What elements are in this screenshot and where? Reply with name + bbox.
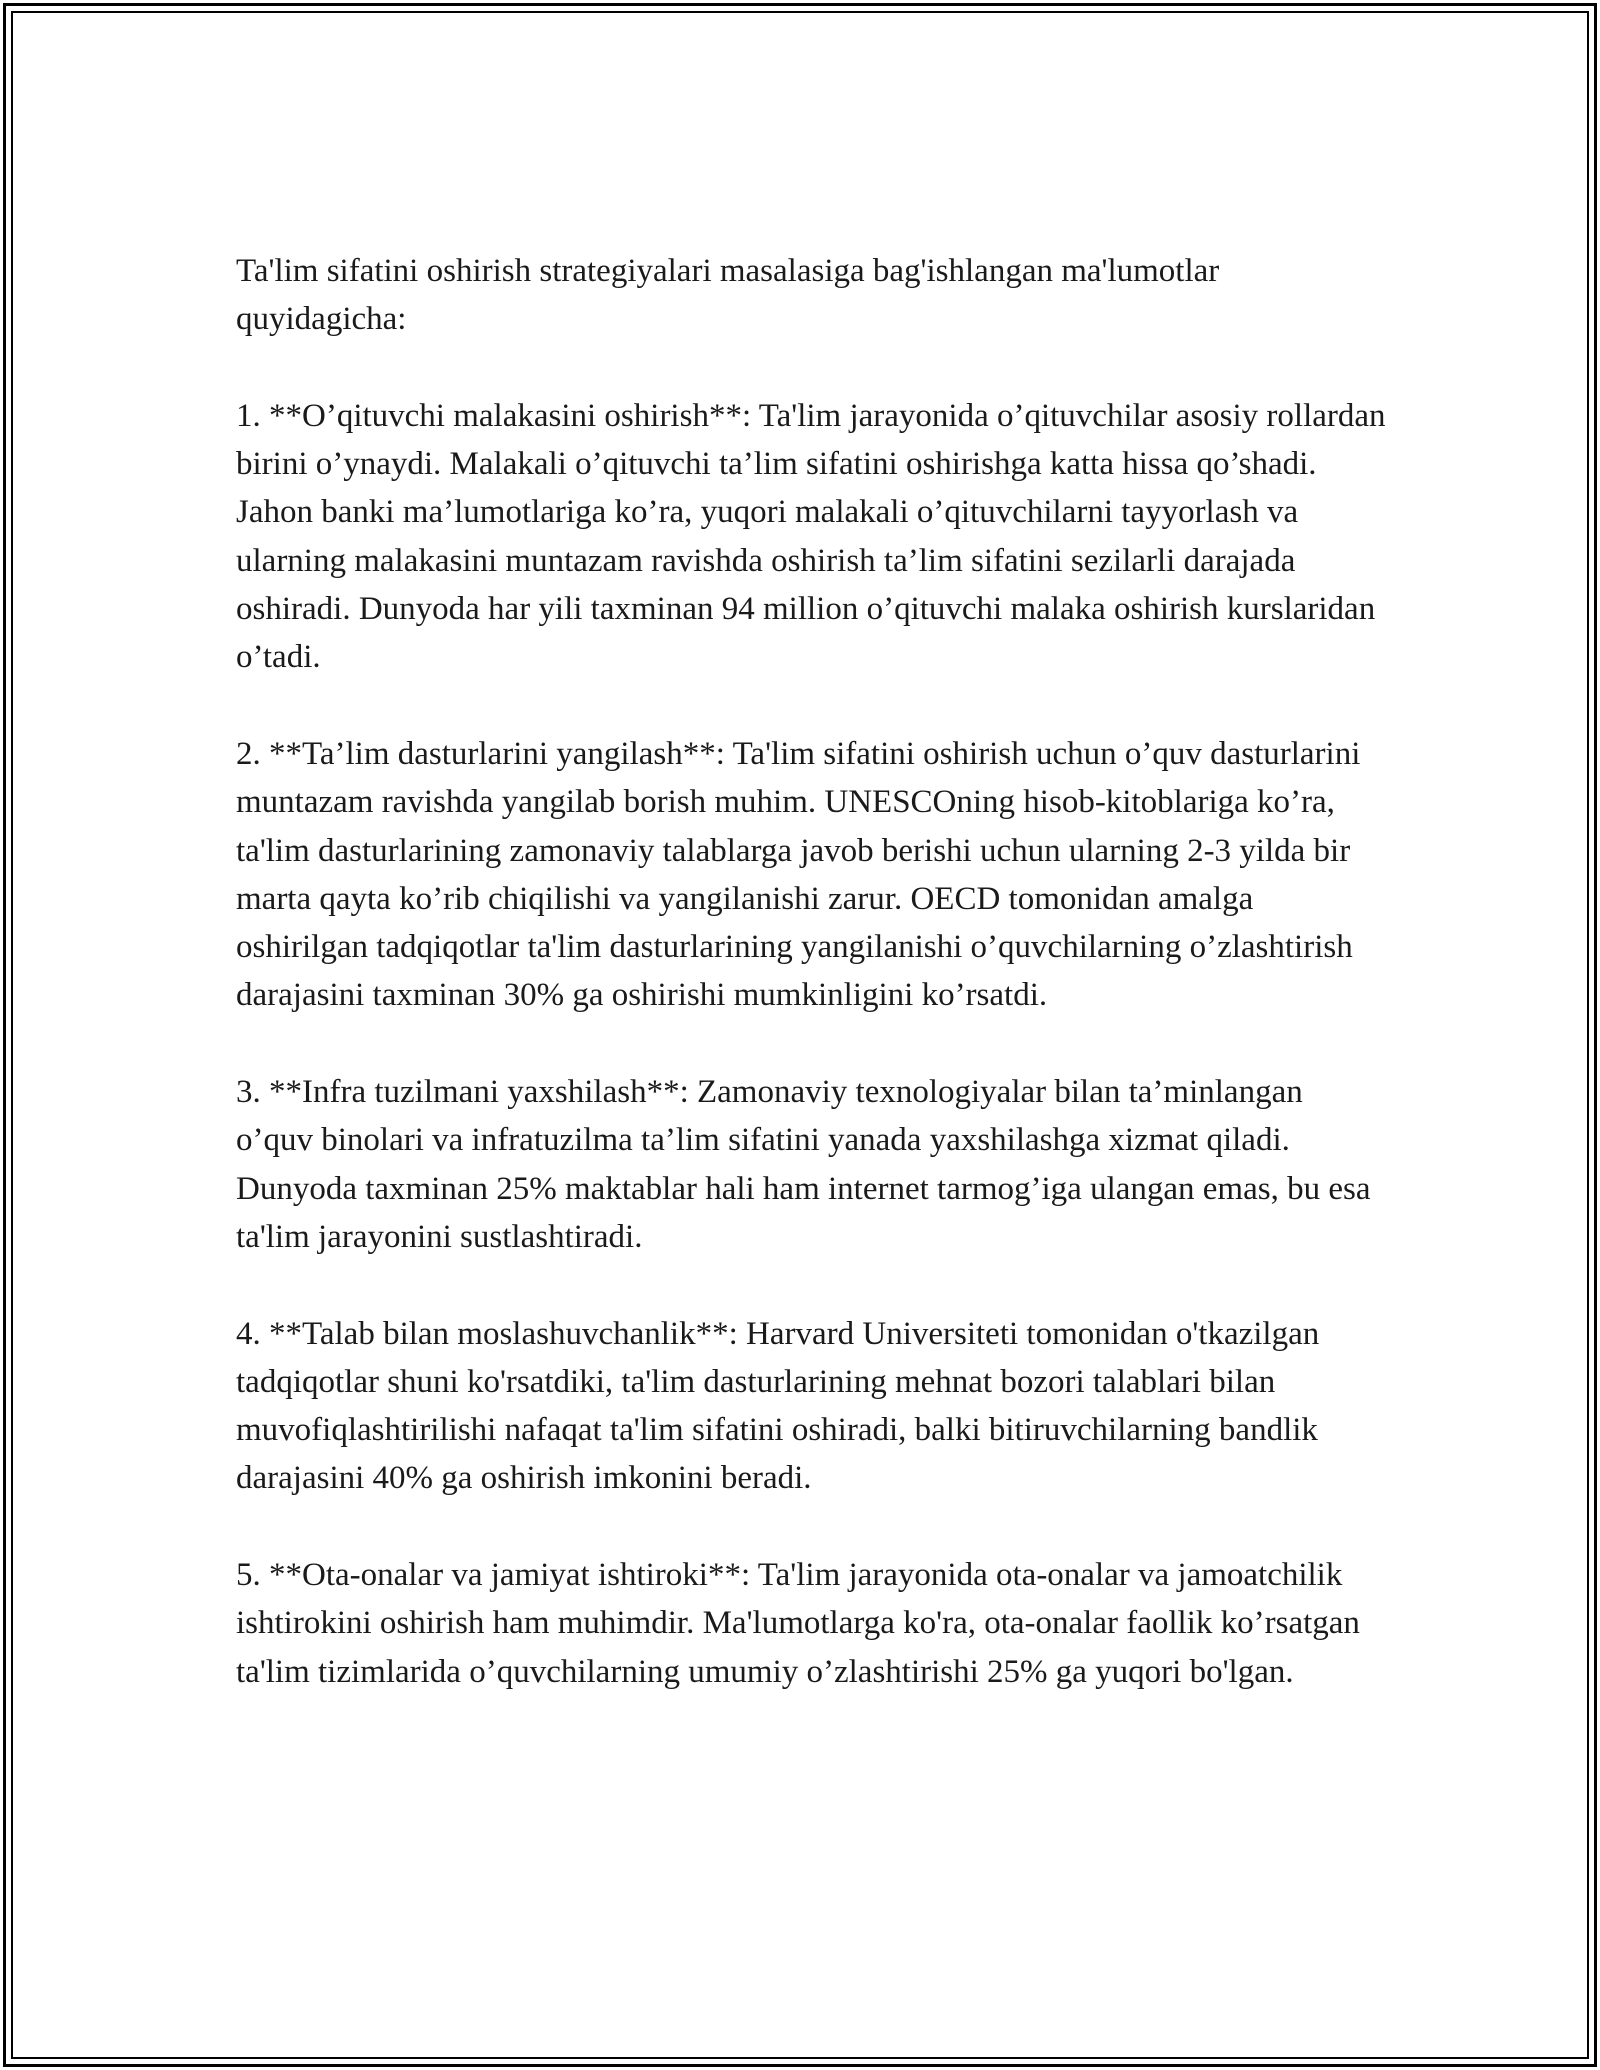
intro-paragraph: Ta'lim sifatini oshirish strategiyalari masalasiga bag'ishlangan ma'lumotlar quyidagicha: xyxy=(236,253,1220,338)
list-item-2: 2. **Ta’lim dasturlarini yangilash**: Ta'lim sifatini oshirish uchun o’quv dasturlarini muntazam ravishda yangilab borish muhim. UNESCOning hisob-kitoblariga ko’ra, ta'lim dasturlarining zamonaviy talablarga javob berishi uchun ularning 2-3 yilda bir marta qayta ko’rib chiqilishi va yangilanishi zarur. OECD tomonidan amalga oshirilgan tadqiqotlar ta'lim dasturlarining yangilanishi o’quvchilarning o’zlashtirish darajasini taxminan 30% ga oshirishi mumkinligini ko’rsatdi. xyxy=(236,735,1361,1014)
list-item-1: 1. **O’qituvchi malakasini oshirish**: Ta'lim jarayonida o’qituvchilar asosiy rollardan birini o’ynaydi. Malakali o’qituvchi ta’lim sifatini oshirishga katta hissa qo’shadi. Jahon banki ma’lumotlariga ko’ra, yuqori malakali o’qituvchilarni tayyorlash va ularning malakasini muntazam ravishda oshirish ta’lim sifatini sezilarli darajada oshiradi. Dunyoda har yili taxminan 94 million o’qituvchi malaka oshirish kurslaridan o’tadi. xyxy=(236,397,1386,676)
list-item-3: 3. **Infra tuzilmani yaxshilash**: Zamonaviy texnologiyalar bilan ta’minlangan o’quv binolari va infratuzilma ta’lim sifatini yanada yaxshilashga xizmat qiladi. Dunyoda taxminan 25% maktablar hali ham internet tarmog’iga ulangan emas, bu esa ta'lim jarayonini sustlashtiradi. xyxy=(236,1074,1371,1255)
document-body xyxy=(236,247,1386,1744)
list-item-5: 5. **Ota-onalar va jamiyat ishtiroki**: Ta'lim jarayonida ota-onalar va jamoatchilik ishtirokini oshirish ham muhimdir. Ma'lumotlarga ko'ra, ota-onalar faollik ko’rsatgan ta'lim tizimlarida o’quvchilarning umumiy o’zlashtirishi 25% ga yuqori bo'lgan. xyxy=(236,1557,1360,1690)
list-item-4: 4. **Talab bilan moslashuvchanlik**: Harvard Universiteti tomonidan o'tkazilgan tadqiqotlar shuni ko'rsatdiki, ta'lim dasturlarining mehnat bozori talablari bilan muvofiqlashtirilishi nafaqat ta'lim sifatini oshiradi, balki bitiruvchilarning bandlik darajasini 40% ga oshirish imkonini beradi. xyxy=(236,1315,1320,1497)
